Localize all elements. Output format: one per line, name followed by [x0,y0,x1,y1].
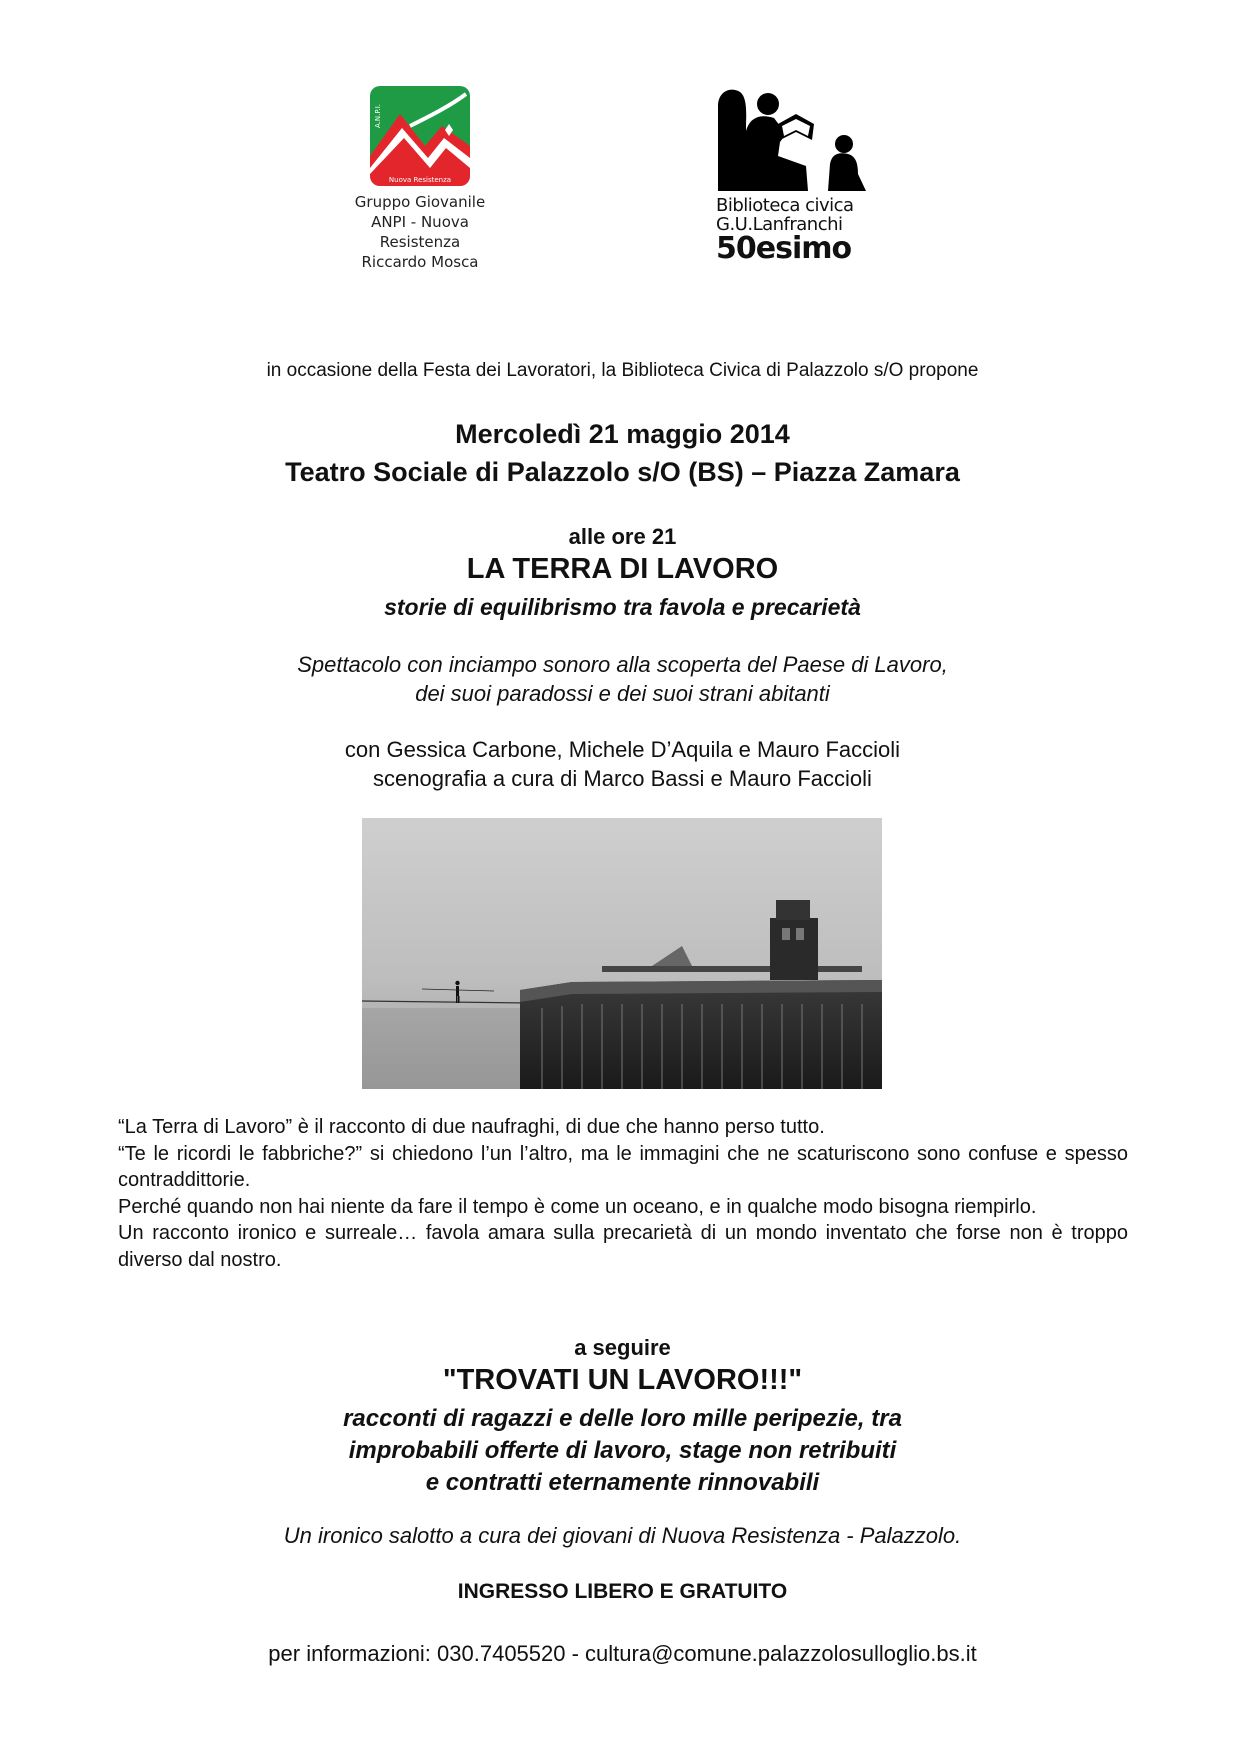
anpi-badge-bottom-text: Nuova Resistenza [388,176,452,184]
anpi-caption-line: Gruppo Giovanile [354,193,486,211]
biblioteca-logo [716,86,876,264]
synopsis-paragraph: Perché quando non hai niente da fare il tempo è come un oceano, e in qualche modo bisogna riempirlo. [118,1195,1037,1218]
anpi-caption-line: Riccardo Mosca [361,253,479,271]
show-description-line: dei suoi paradossi e dei suoi strani abitanti [415,681,830,706]
contact-info: per informazioni: 030.7405520 - cultura@comune.palazzolosulloglio.bs.it [268,1641,977,1666]
anniversary-number: 50 [716,231,756,266]
intro-line: in occasione della Festa dei Lavoratori, la Biblioteca Civica di Palazzolo s/O propone [266,360,979,381]
event-date: Mercoledì 21 maggio 2014 [455,419,790,449]
biblioteca-name-line: G.U.Lanfranchi [716,214,843,235]
second-part-subtitle-line: racconti di ragazzi e delle loro mille peripezie, tra [343,1405,902,1432]
synopsis-paragraph: “Te le ricordi le fabbriche?” si chiedono l’un l’altro, ma le immagini che ne scaturiscono sono confuse e spesso contraddittorie. [118,1142,1128,1191]
anniversary-suffix: esimo [755,231,852,266]
anpi-caption [330,192,510,272]
show-description-line: Spettacolo con inciampo sonoro alla scoperta del Paese di Lavoro, [297,652,948,677]
second-part-title: "TROVATI UN LAVORO!!!" [442,1364,803,1396]
second-part-subtitle [0,1403,1245,1499]
biblioteca-name-line: Biblioteca civica [716,195,854,216]
synopsis-paragraph: Un racconto ironico e surreale… favola amara sulla precarietà di un mondo inventato che forse non è troppo diverso dal nostro. [118,1222,1128,1271]
event-heading [0,415,1245,491]
show-time: alle ore 21 [568,524,677,549]
second-part-subtitle-line: e contratti eternamente rinnovabili [425,1469,820,1496]
tightrope-walker-photo [362,818,882,1089]
free-entry-notice: INGRESSO LIBERO E GRATUITO [457,1580,788,1603]
show-description [0,650,1245,708]
event-venue: Teatro Sociale di Palazzolo s/O (BS) – Piazza Zamara [285,457,960,487]
show-synopsis [118,1114,1128,1273]
salotto-line: Un ironico salotto a cura dei giovani di Nuova Resistenza - Palazzolo. [283,1523,962,1548]
show-credits-line: scenografia a cura di Marco Bassi e Mauro Faccioli [373,766,872,791]
anpi-badge-vertical-text: A.N.P.I. [374,104,382,128]
anpi-badge-icon [370,86,470,186]
reading-silhouette-icon [716,86,876,191]
anpi-logo [330,86,510,272]
second-part-intro: a seguire [574,1335,671,1360]
second-part-subtitle-line: improbabili offerte di lavoro, stage non retribuiti [348,1437,897,1464]
anpi-caption-line: ANPI - Nuova Resistenza [371,213,469,251]
show-credits-line: con Gessica Carbone, Michele D’Aquila e Mauro Faccioli [344,737,901,762]
show-title: LA TERRA DI LAVORO [466,553,779,585]
synopsis-paragraph: “La Terra di Lavoro” è il racconto di due naufraghi, di due che hanno perso tutto. [118,1116,825,1138]
anniversary-label [716,231,876,266]
show-subtitle: storie di equilibrismo tra favola e precarietà [384,594,861,620]
show-credits [0,735,1245,793]
